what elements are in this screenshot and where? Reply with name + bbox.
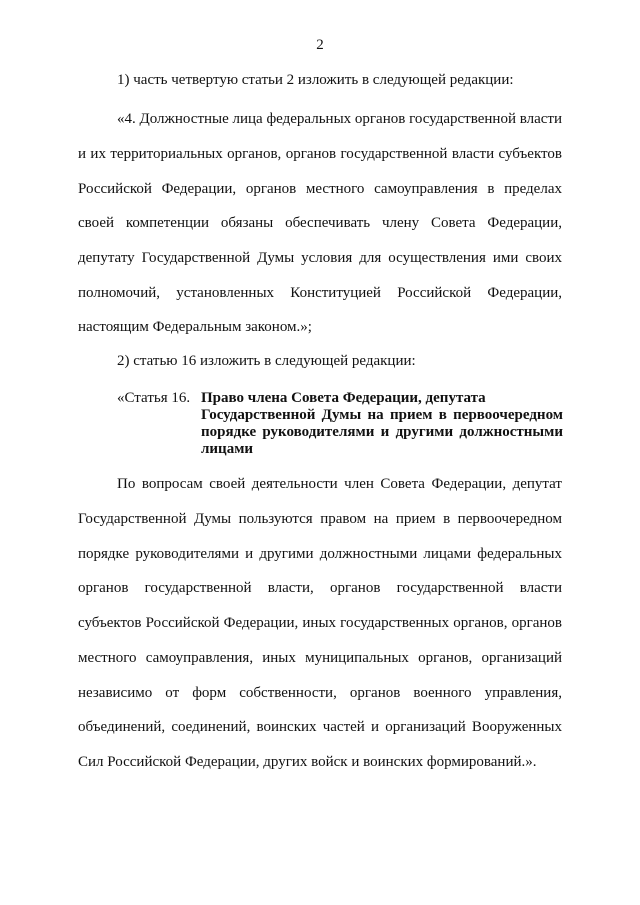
article-title-line: Государственной Думы на прием в первоочередном (201, 407, 563, 423)
paragraph-line: своей компетенции обязаны обеспечивать члену Совета Федерации, (78, 215, 562, 231)
page-number: 2 (316, 37, 324, 53)
article-number: «Статья 16. (117, 390, 191, 406)
paragraph-line: порядке руководителями и другими должностными лицами федеральных (78, 546, 562, 562)
article-title-line: лицами (201, 441, 254, 457)
paragraph-line: Государственной Думы пользуются правом на прием в первоочередном (78, 511, 562, 527)
paragraph-line: независимо от форм собственности, органов военного управления, (78, 685, 562, 701)
paragraph-line: депутату Государственной Думы условия для осуществления ими своих (78, 250, 562, 266)
article-title-line: порядке руководителями и другими должностными (201, 424, 563, 440)
paragraph-line: субъектов Российской Федерации, иных государственных органов, органов (78, 615, 562, 631)
paragraph-line: местного самоуправления, иных муниципальных органов, организаций (78, 650, 562, 666)
item-2-intro: 2) статью 16 изложить в следующей редакции: (117, 353, 416, 369)
paragraph-line: «4. Должностные лица федеральных органов государственной власти (117, 111, 562, 127)
paragraph-line: и их территориальных органов, органов государственной власти субъектов (78, 146, 562, 162)
paragraph-line: объединений, соединений, воинских частей и организаций Вооруженных (78, 719, 562, 735)
article-title-line: Право члена Совета Федерации, депутата (201, 390, 486, 406)
paragraph-line: полномочий, установленных Конституцией Российской Федерации, (78, 285, 562, 301)
paragraph-line: По вопросам своей деятельности член Совета Федерации, депутат (117, 476, 562, 492)
paragraph-line: настоящим Федеральным законом.»; (78, 319, 312, 335)
paragraph-line: Российской Федерации, органов местного самоуправления в пределах (78, 181, 562, 197)
paragraph-line: органов государственной власти, органов государственной власти (78, 580, 562, 596)
item-1-intro: 1) часть четвертую статьи 2 изложить в следующей редакции: (117, 72, 514, 88)
paragraph-line: Сил Российской Федерации, других войск и воинских формирований.». (78, 754, 537, 770)
